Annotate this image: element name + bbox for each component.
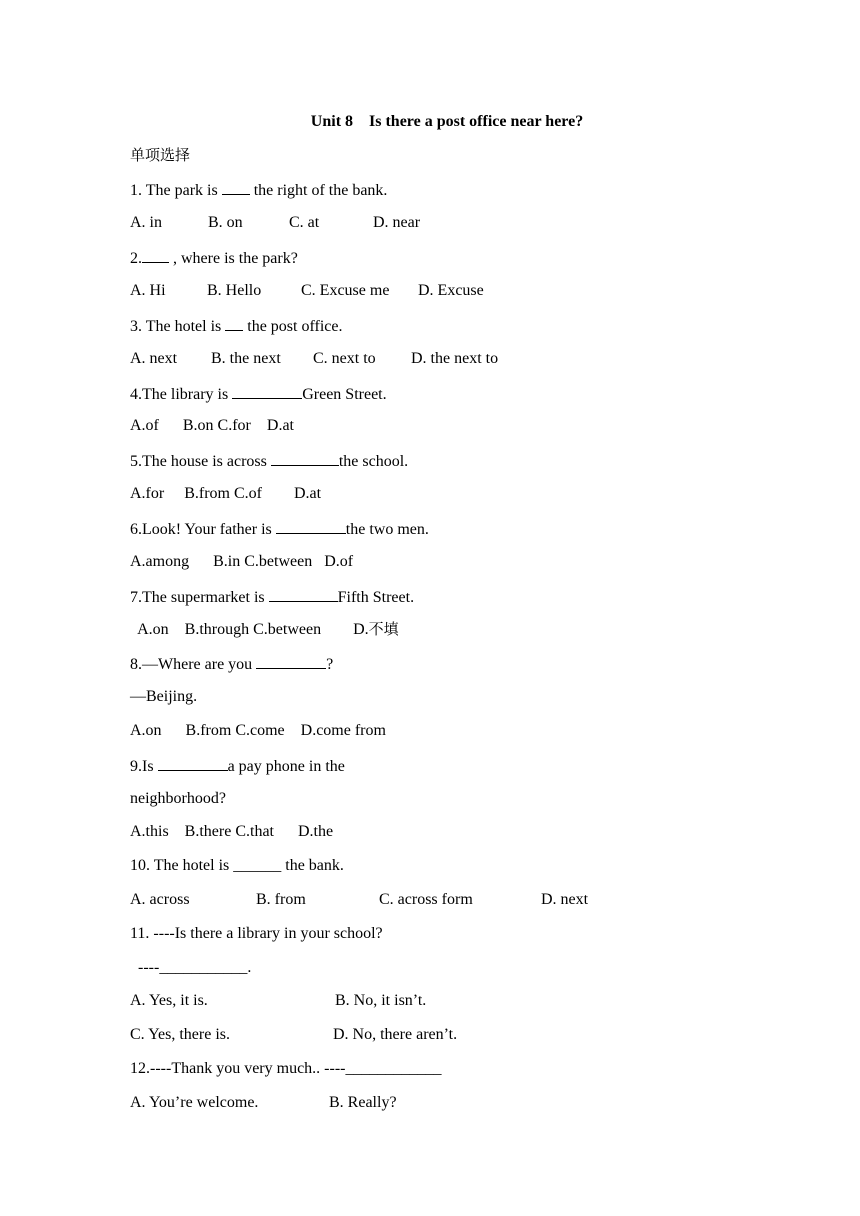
question-8: 8.—Where are you ? xyxy=(130,653,333,673)
option-a: A. in xyxy=(130,214,162,231)
option-d: D. next xyxy=(541,891,589,908)
answer-blank xyxy=(276,518,346,534)
question-4-options: A.of B.on C.for D.at xyxy=(130,417,294,434)
question-2-options xyxy=(130,281,630,301)
answer-blank xyxy=(271,450,339,466)
option-a: A. Hi xyxy=(130,282,166,299)
section-heading: 单项选择 xyxy=(130,146,191,164)
option-b: B. the next xyxy=(211,350,281,367)
question-8-options: A.on B.from C.come D.come from xyxy=(130,722,386,739)
option-c: C. next to xyxy=(313,350,376,367)
question-3: 3. The hotel is the post office. xyxy=(130,315,342,335)
option-c: C. across form xyxy=(379,891,473,908)
question-10: 10. The hotel is ______ the bank. xyxy=(130,857,344,874)
option-b: B. No, it isn’t. xyxy=(335,992,427,1009)
question-10-options xyxy=(130,890,690,910)
question-1: 1. The park is the right of the bank. xyxy=(130,179,387,199)
page-title: Unit 8 Is there a post office near here? xyxy=(310,113,584,130)
question-5: 5.The house is across the school. xyxy=(130,450,408,470)
option-c: C. Excuse me xyxy=(301,282,390,299)
option-b: B. from xyxy=(256,891,306,908)
answer-blank xyxy=(158,755,228,771)
question-8-answer-line: —Beijing. xyxy=(130,688,198,705)
question-3-options xyxy=(130,349,630,369)
option-a: A. You’re welcome. xyxy=(130,1094,259,1111)
option-d: D. Excuse xyxy=(418,282,484,299)
question-2: 2. , where is the park? xyxy=(130,247,298,267)
question-1-options xyxy=(130,213,630,233)
question-11-options-cd xyxy=(130,1025,630,1045)
option-a: A. across xyxy=(130,891,190,908)
option-a: A. Yes, it is. xyxy=(130,992,208,1009)
answer-blank xyxy=(232,383,302,399)
question-7: 7.The supermarket is Fifth Street. xyxy=(130,586,414,606)
question-9-options: A.this B.there C.that D.the xyxy=(130,823,334,840)
answer-blank xyxy=(222,179,250,195)
answer-blank xyxy=(142,247,169,263)
option-c: C. Yes, there is. xyxy=(130,1026,231,1043)
option-c: C. at xyxy=(289,214,320,231)
question-5-options: A.for B.from C.of D.at xyxy=(130,485,322,502)
option-b: B. Really? xyxy=(329,1094,397,1111)
answer-blank xyxy=(225,315,243,331)
answer-blank xyxy=(269,586,338,602)
question-9: 9.Is a pay phone in the xyxy=(130,755,345,775)
question-9-continued: neighborhood? xyxy=(130,790,226,807)
question-6-options: A.among B.in C.between D.of xyxy=(130,553,354,570)
option-d: D. No, there aren’t. xyxy=(333,1026,458,1043)
option-a: A. next xyxy=(130,350,178,367)
question-7-options: A.on B.through C.between D.不填 xyxy=(130,620,399,638)
question-4: 4.The library is Green Street. xyxy=(130,383,387,403)
question-11: 11. ----Is there a library in your school? xyxy=(130,925,383,942)
answer-blank xyxy=(256,653,326,669)
option-b: B. Hello xyxy=(207,282,262,299)
question-12: 12.----Thank you very much.. ----____________ xyxy=(130,1060,442,1077)
option-b: B. on xyxy=(208,214,243,231)
question-11-reply: ----___________. xyxy=(130,959,252,976)
option-d: D. near xyxy=(373,214,421,231)
option-d: D. the next to xyxy=(411,350,499,367)
question-12-options xyxy=(130,1093,630,1113)
question-6: 6.Look! Your father is the two men. xyxy=(130,518,429,538)
question-11-options-ab xyxy=(130,991,630,1011)
